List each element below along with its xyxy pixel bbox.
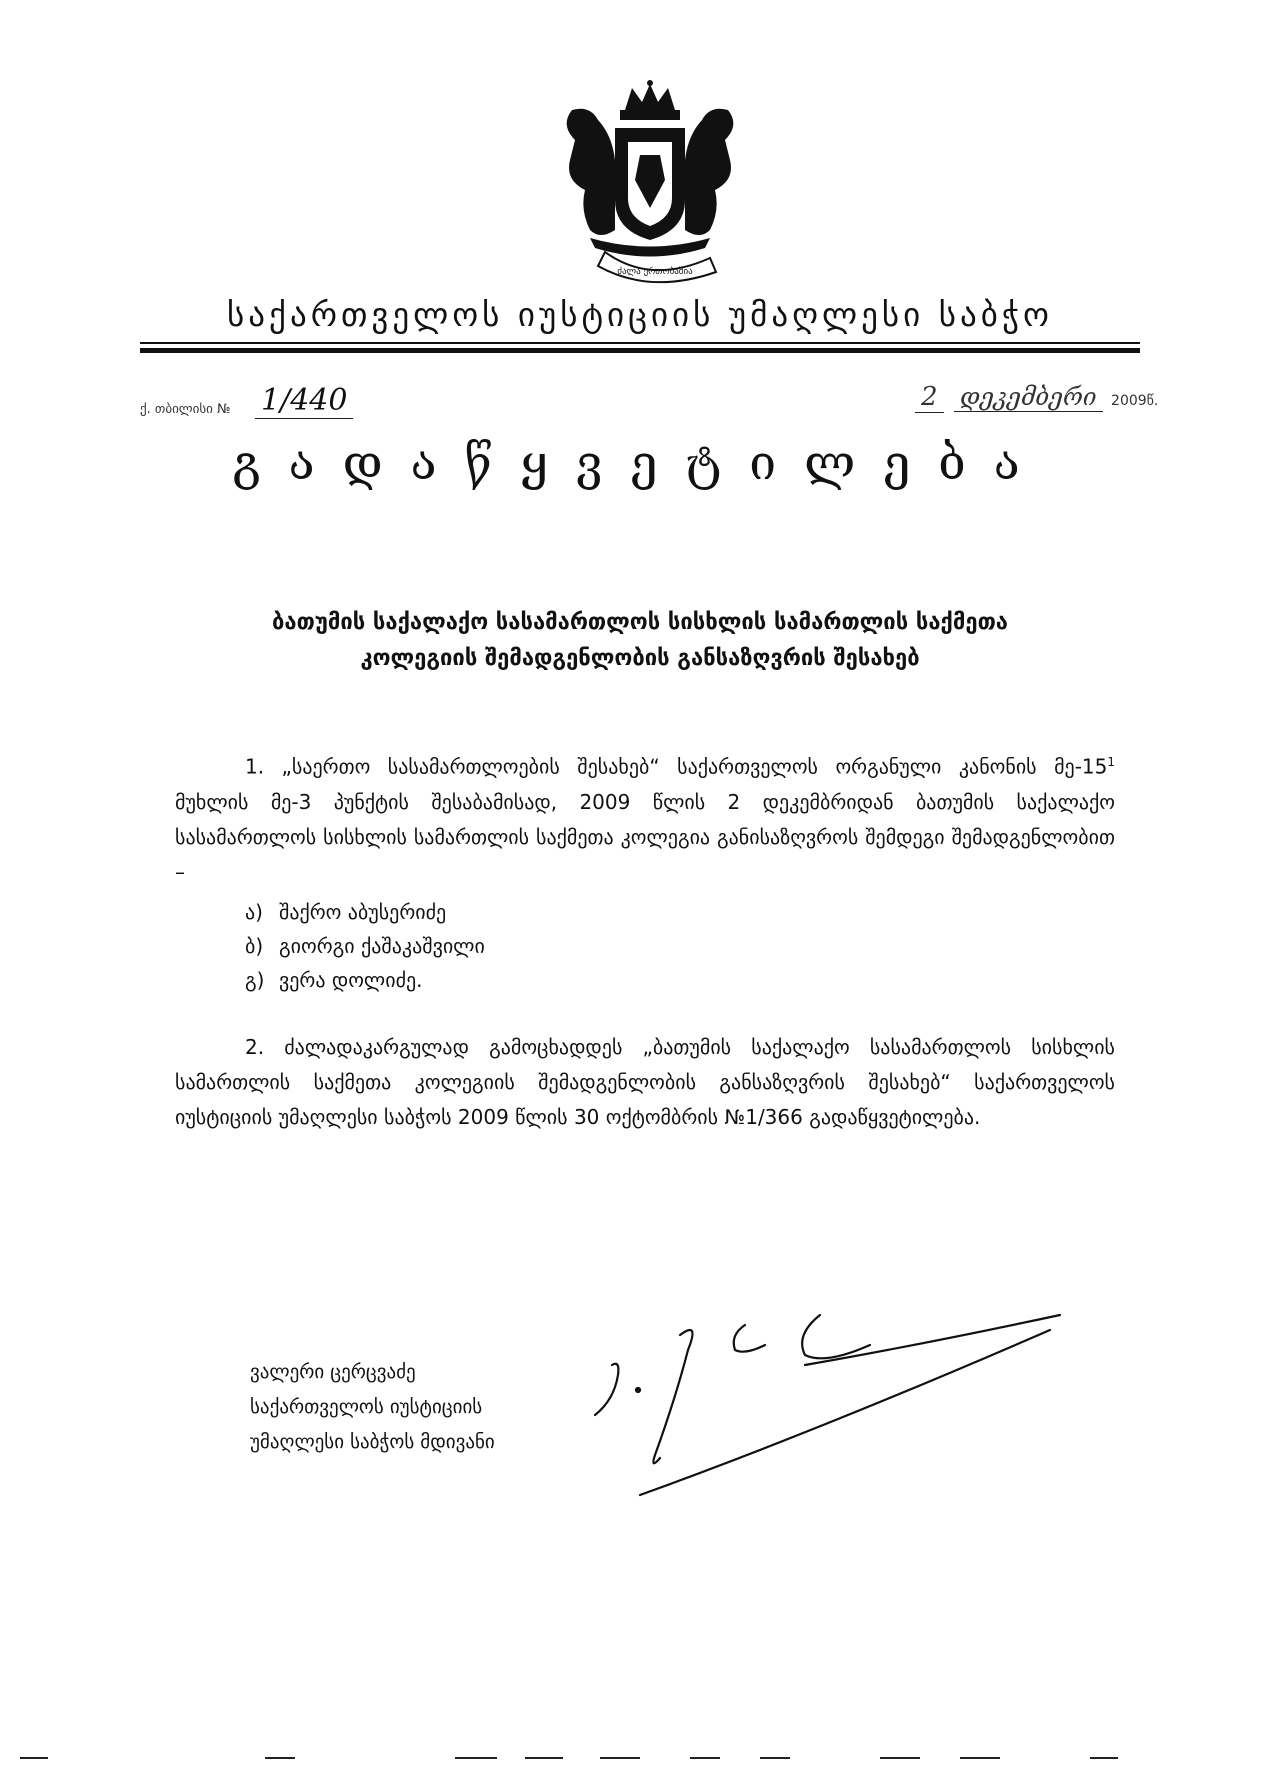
member-name: შაქრო აბუსერიძე: [279, 900, 447, 924]
scan-artifact: [880, 1757, 920, 1759]
scan-artifact: [960, 1757, 1000, 1759]
council-name-heading: საქართველოს იუსტიციის უმაღლესი საბჭო: [227, 295, 1053, 334]
handwritten-signature: [570, 1290, 1080, 1510]
number-label: ქ. თბილისი №: [140, 402, 231, 417]
registration-number: 1/440: [255, 384, 353, 419]
scan-artifact: [690, 1757, 720, 1759]
list-marker: ა): [245, 900, 263, 924]
header-divider-thin: [140, 342, 1140, 344]
header-divider-thick: [140, 348, 1140, 353]
scan-artifact: [1090, 1757, 1118, 1759]
signatory-position-line-1: საქართველოს იუსტიციის: [250, 1396, 483, 1418]
date-year: 2009წ.: [1111, 393, 1159, 409]
paragraph-1-superscript: 1: [1107, 755, 1115, 769]
paragraph-1-part-1: 1. „საერთო სასამართლოების შესახებ“ საქართველოს ორგანული კანონის მე-15: [245, 754, 1108, 779]
members-list: [245, 895, 485, 997]
scan-artifact: [600, 1757, 640, 1759]
subject-line-2: კოლეგიის შემადგენლობის განსაზღვრის შესახებ: [360, 646, 920, 671]
document-title: გადაწყვეტილება: [232, 435, 1048, 491]
date-day: 2: [915, 382, 944, 413]
coat-of-arms-icon: [520, 80, 780, 290]
paragraph-2: 2. ძალადაკარგულად გამოცხადდეს „ბათუმის საქალაქო სასამართლოს სისხლის სამართლის საქმეთა კოლეგიის შემადგენლობის განსაზღვრის შესახებ“ საქართველოს იუსტიციის უმაღლესი საბჭოს 2009 წლის 30 ოქტომბრის №1/366 გადაწყვეტილება.: [175, 1035, 1115, 1129]
list-marker: ბ): [245, 934, 264, 958]
scan-artifact: [265, 1757, 295, 1759]
member-name: გიორგი ქაშაკაშვილი: [279, 934, 485, 958]
signatory-name: ვალერი ცერცვაძე: [250, 1361, 416, 1383]
list-item: [245, 929, 485, 963]
subject-line-1: ბათუმის საქალაქო სასამართლოს სისხლის სამართლის საქმეთა: [272, 610, 1008, 635]
member-name: ვერა დოლიძე.: [279, 968, 423, 992]
signatory-position-line-2: უმაღლესი საბჭოს მდივანი: [250, 1431, 495, 1453]
list-marker: გ): [245, 968, 265, 992]
document-subject: [180, 605, 1100, 677]
scan-artifact: [20, 1757, 48, 1759]
scan-artifact: [455, 1757, 497, 1759]
paragraph-1: [175, 745, 1115, 890]
scan-artifact: [760, 1757, 790, 1759]
emblem-motto: ძალა ერთობაშია: [617, 267, 693, 277]
signatory-block: [250, 1355, 495, 1460]
coat-of-arms-emblem: [520, 80, 780, 290]
document-date: [915, 382, 1158, 413]
scan-artifact: [525, 1757, 563, 1759]
list-item: [245, 963, 485, 997]
paragraph-1-part-2: მუხლის მე-3 პუნქტის შესაბამისად, 2009 წლის 2 დეკემბრიდან ბათუმის საქალაქო სასამართლოს სისხლის სამართლის საქმეთა კოლეგია განისაზღვროს შემდეგი შემადგენლობით –: [175, 789, 1115, 884]
date-month: დეკემბერი: [954, 383, 1103, 412]
list-item: [245, 895, 485, 929]
